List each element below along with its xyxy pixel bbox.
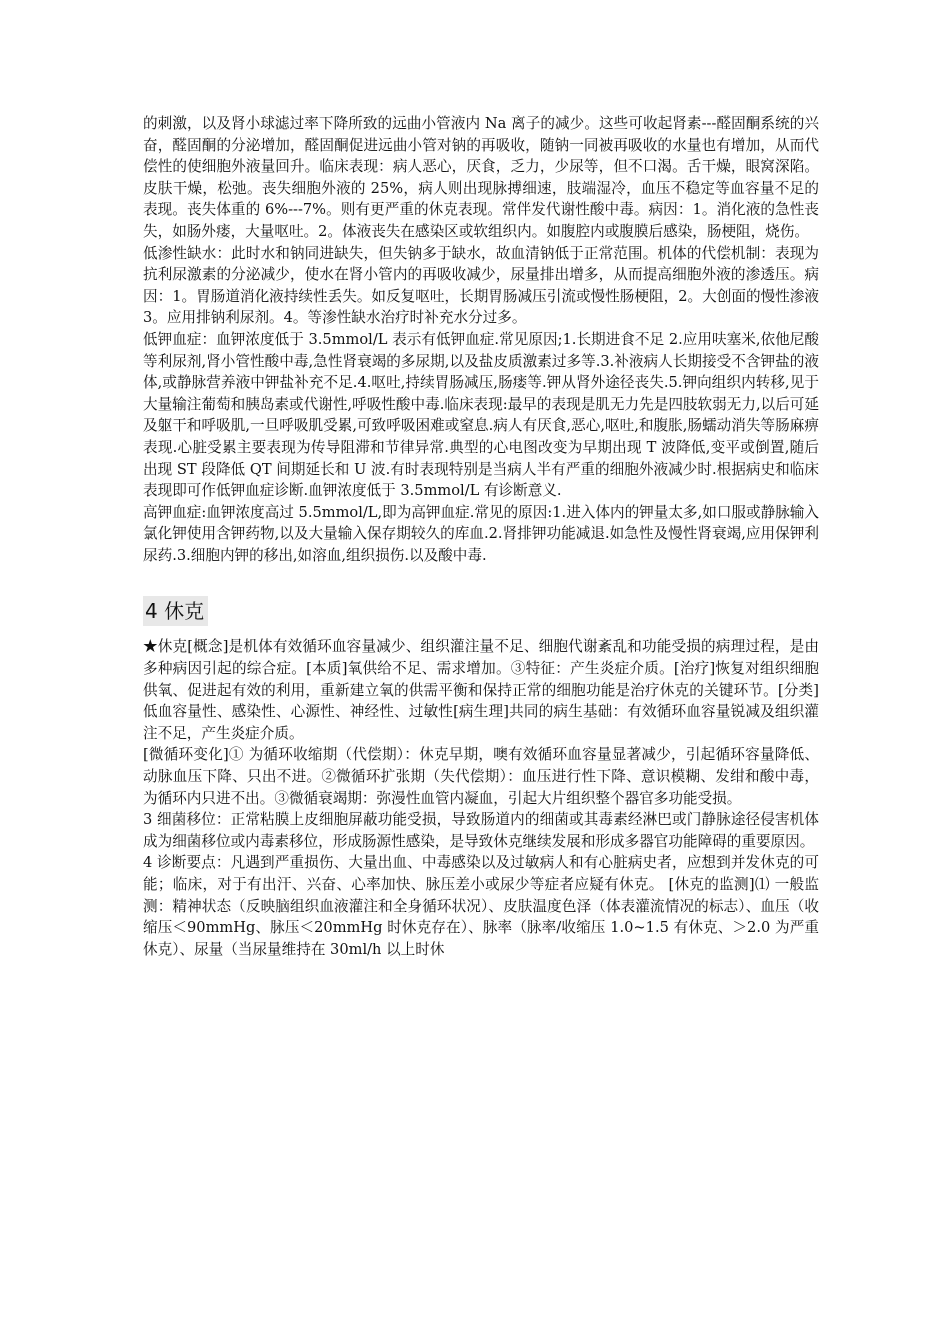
paragraph-hypokalemia: 低钾血症：血钾浓度低于 3.5mmol/L 表示有低钾血症.常见原因;1.长期进食不足 2.应用呋塞米,依他尼酸等利尿剂,肾小管性酸中毒,急性肾衰竭的多尿期,以及盐皮质激素过多等.3.补液病人长期接受不含钾盐的液体,或静脉营养液中钾盐补充不足.4.呕吐,持续胃肠减压,肠瘘等.钾从肾外途径丧失.5.钾向组织内转移,见于大量输注葡萄和胰岛素或代谢性,呼吸性酸中毒.临床表现:最早的表现是肌无力先是四肢软弱无力,以后可延及躯干和呼吸肌,一旦呼吸肌受累,可致呼吸困难或窒息.病人有厌食,恶心,呕吐,和腹胀,肠蠕动消失等肠麻痹表现.心脏受累主要表现为传导阻滞和节律异常.典型的心电图改变为早期出现 T 波降低,变平或倒置,随后出现 ST 段降低 QT 间期延长和 U 波.有时表现特别是当病人半有严重的细胞外液减少时.根据病史和临床表现即可作低钾血症诊断.血钾浓度低于 3.5mmol/L 有诊断意义. bbox=[143, 330, 819, 500]
paragraph-isotonic-dehydration: 的刺激，以及肾小球滤过率下降所致的远曲小管液内 Na 离子的减少。这些可收起肾素---醛固酮系统的兴奋，醛固酮的分泌增加，醛固酮促进远曲小管对钠的再吸收，随钠一同被再吸收的水量也有增加，从而代偿性的使细胞外液量回升。临床表现：病人恶心，厌食，乏力，少尿等，但不口渴。舌干燥，眼窝深陷。皮肤干燥，松弛。丧失细胞外液的 25%，病人则出现脉搏细速，肢端湿冷，血压不稳定等血容量不足的表现。丧失体重的 6%---7%。则有更严重的休克表现。常伴发代谢性酸中毒。病因：1。消化液的急性丧失，如肠外瘘，大量呕吐。2。体液丧失在感染区或软组织内。如腹腔内或腹膜后感染，肠梗阻，烧伤。 bbox=[143, 115, 819, 240]
paragraph-bacterial-translocation: 3 细菌移位：正常粘膜上皮细胞屏蔽功能受损，导致肠道内的细菌或其毒素经淋巴或门静脉途径侵害机体成为细菌移位或内毒素移位，形成肠源性感染，是导致休克继续发展和形成多器官功能障碍的重要原因。 bbox=[143, 811, 819, 850]
paragraph-diagnosis: 4 诊断要点：凡遇到严重损伤、大量出血、中毒感染以及过敏病人和有心脏病史者，应想到并发休克的可能；临床，对于有出汗、兴奋、心率加快、脉压差小或尿少等症者应疑有休克。 [休克的监测]⑴ 一般监测：精神状态（反映脑组织血液灌注和全身循环状况）、皮肤温度色泽（体表灌流情况的标志）、血压（收缩压＜90mmHg、脉压＜20mmHg 时休克存在）、脉率（脉率/收缩压 1.0~1.5 有休克、＞2.0 为严重休克）、尿量（当尿量维持在 30ml/h 以上时休 bbox=[143, 854, 819, 958]
paragraph-hypotonic-dehydration: 低渗性缺水：此时水和钠同进缺失，但失钠多于缺水，故血清钠低于正常范围。机体的代偿机制：表现为抗利尿激素的分泌减少，使水在肾小管内的再吸收减少，尿量排出增多，从而提高细胞外液的渗透压。病因：1。胃肠道消化液持续性丢失。如反复呕吐，长期胃肠减压引流或慢性肠梗阻，2。大创面的慢性渗液 3。应用排钠利尿剂。4。等渗性缺水治疗时补充水分过多。 bbox=[143, 244, 819, 327]
paragraph-hyperkalemia: 高钾血症:血钾浓度高过 5.5mmol/L,即为高钾血症.常见的原因:1.进入体内的钾量太多,如口服或静脉输入氯化钾使用含钾药物,以及大量输入保存期较久的库血.2.肾排钾功能减退.如急性及慢性肾衰竭,应用保钾利尿药.3.细胞内钾的移出,如溶血,组织损伤.以及酸中毒. bbox=[143, 503, 819, 564]
document-page bbox=[143, 113, 819, 960]
paragraph-shock-concept: ★休克[概念]是机体有效循环血容量减少、组织灌注量不足、细胞代谢紊乱和功能受损的病理过程，是由多种病因引起的综合症。[本质]氧供给不足、需求增加。③特征：产生炎症介质。[治疗]恢复对组织细胞供氧、促进起有效的利用，重新建立氧的供需平衡和保持正常的细胞功能是治疗休克的关键环节。[分类]低血容量性、感染性、心源性、神经性、过敏性[病生理]共同的病生基础：有效循环血容量锐减及组织灌注不足，产生炎症介质。 bbox=[143, 638, 819, 742]
section-heading: 4 休克 bbox=[143, 596, 208, 626]
section-heading-wrap bbox=[143, 566, 819, 636]
paragraph-microcirculation: [微循环变化]① 为循环收缩期（代偿期）：休克早期，噢有效循环血容量显著减少，引起循环容量降低、动脉血压下降、只出不进。②微循环扩张期（失代偿期）：血压进行性下降、意识模糊、发绀和酸中毒，为循环内只进不出。③微循衰竭期：弥漫性血管内凝血，引起大片组织整个器官多功能受损。 bbox=[143, 746, 819, 807]
